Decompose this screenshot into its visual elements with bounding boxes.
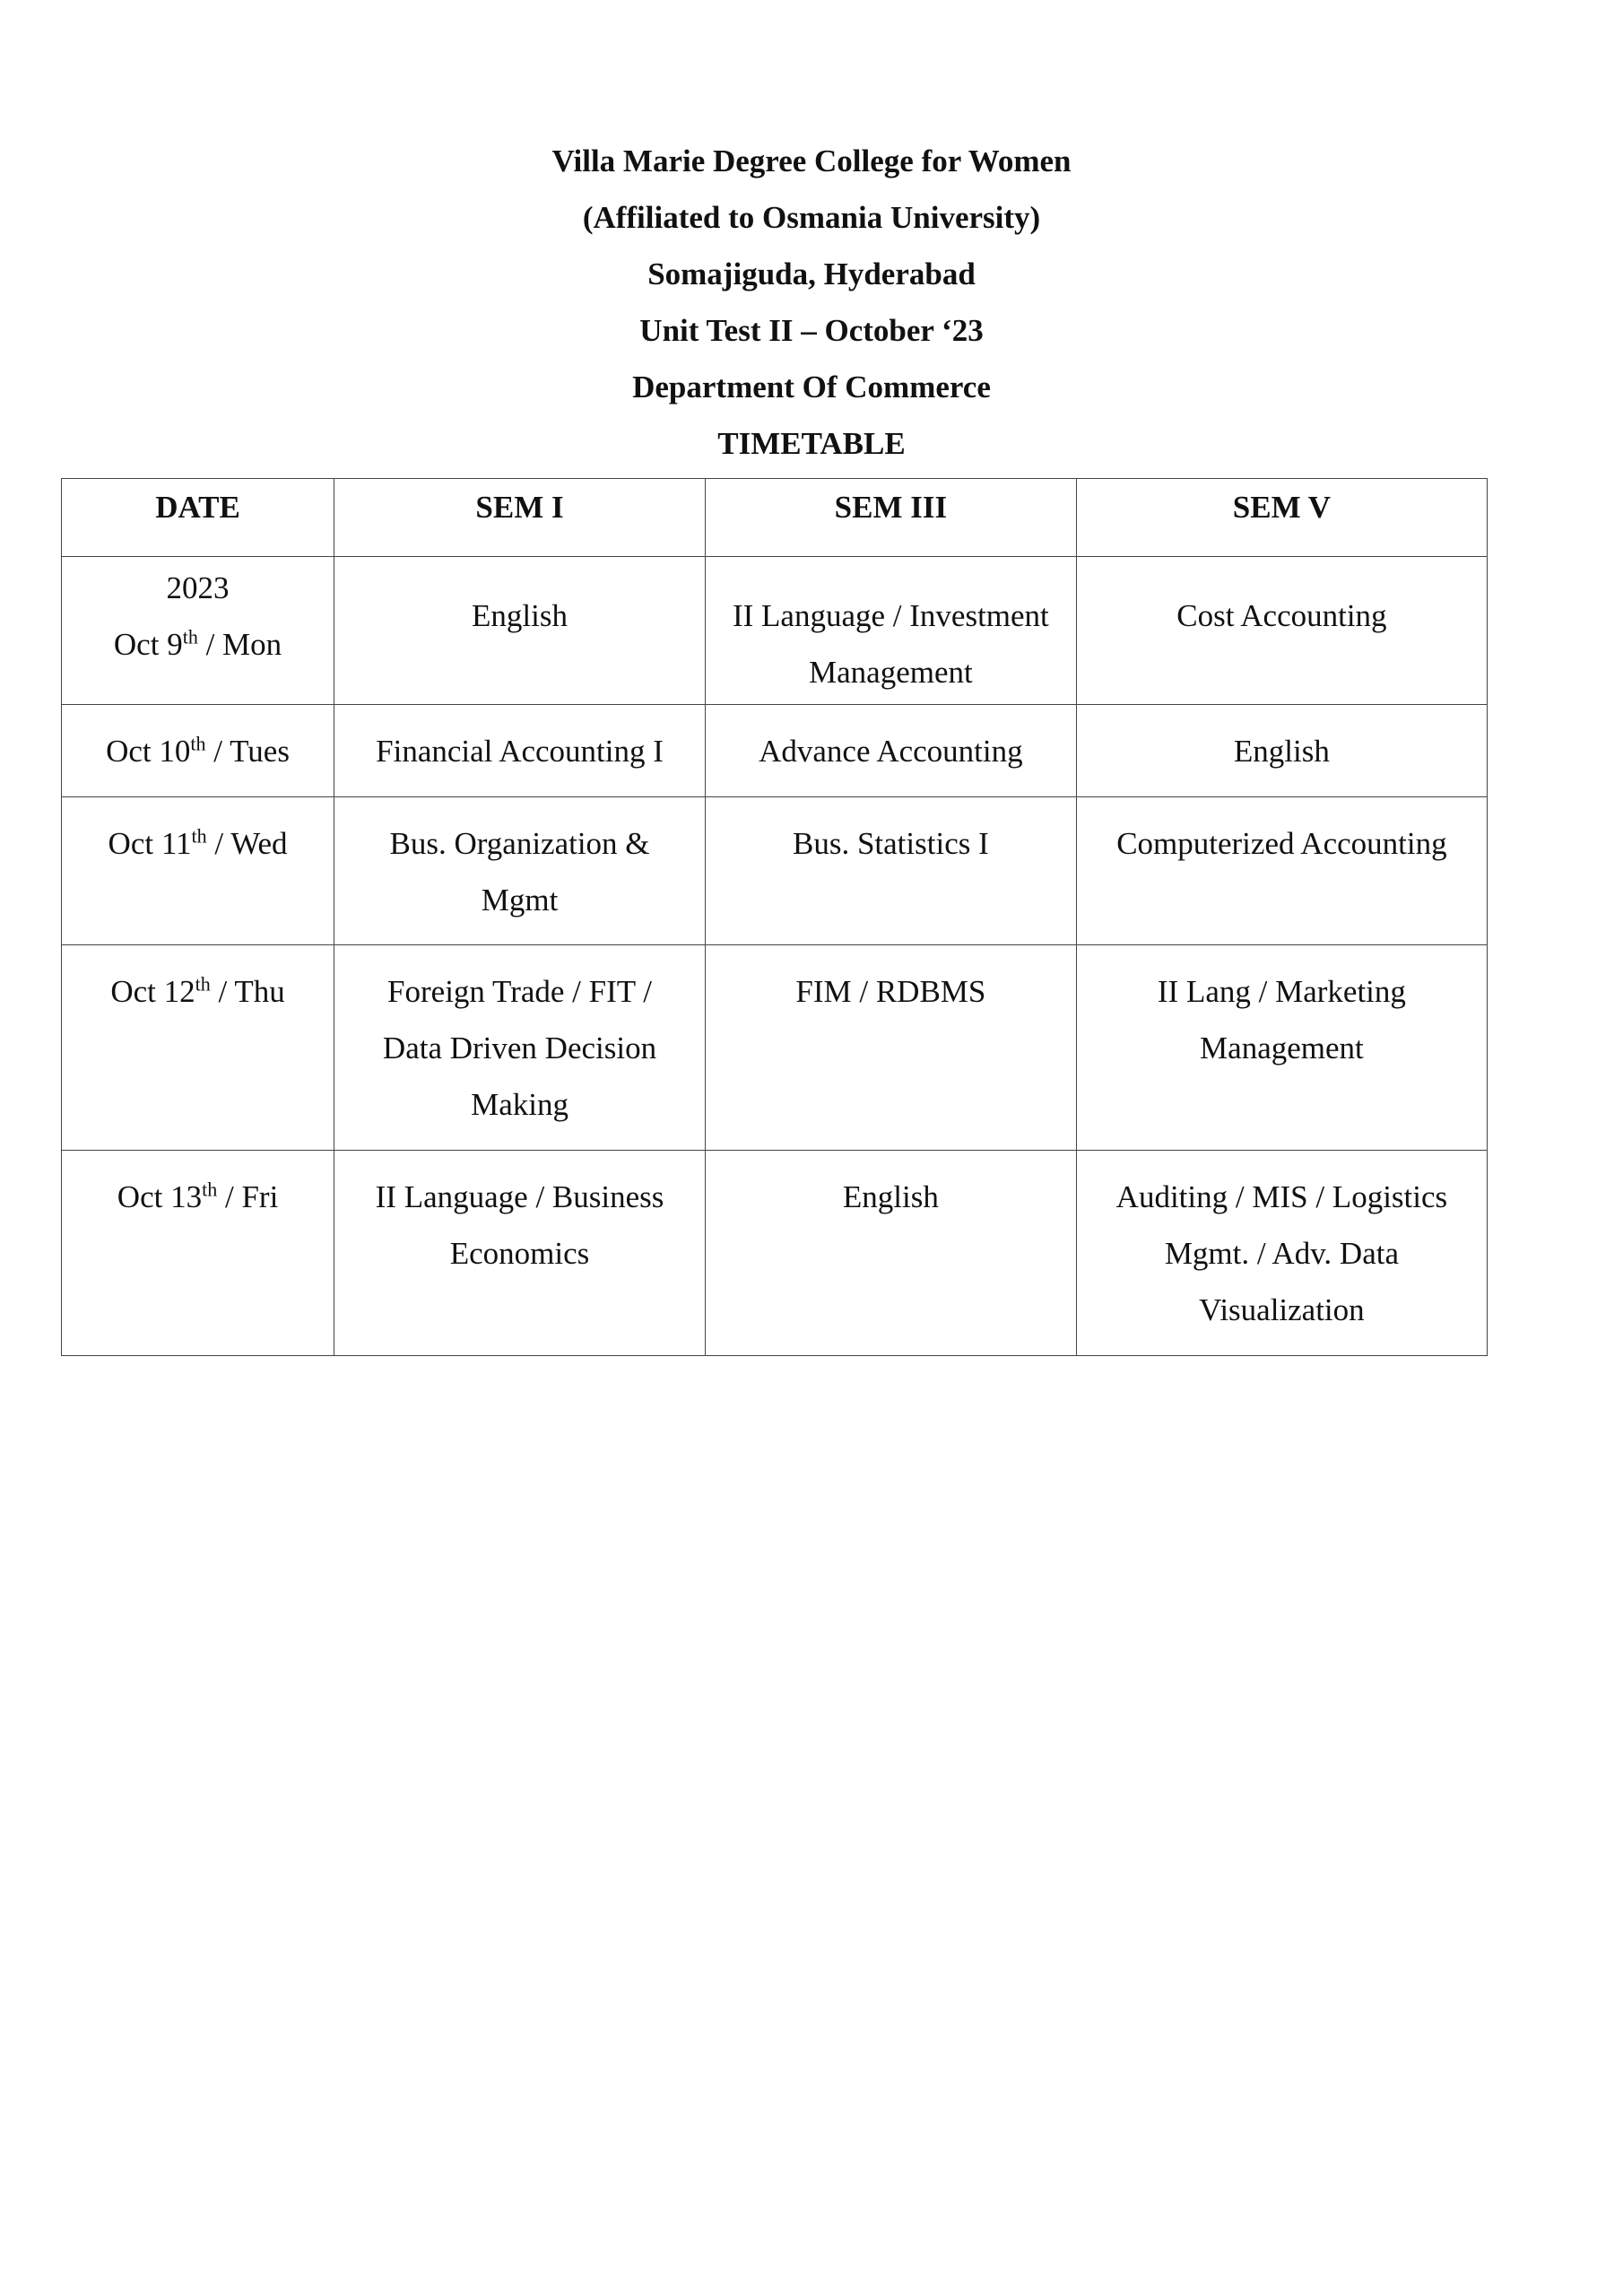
- sem3-cell: [705, 1151, 1076, 1356]
- sem3-subject: English: [842, 1179, 939, 1214]
- date-cell: [62, 797, 334, 945]
- sem5-cell: [1076, 797, 1487, 945]
- department-name: Department Of Commerce: [632, 370, 991, 404]
- sem1-subject: English: [472, 598, 568, 633]
- weekday: / Wed: [206, 826, 288, 861]
- table-row: [62, 797, 1488, 945]
- sem1-cell: [334, 705, 706, 797]
- sem1-cell: [334, 557, 706, 705]
- sem3-cell: [705, 797, 1076, 945]
- sem1-subject: Bus. Organization & Mgmt: [389, 826, 650, 918]
- sem5-cell: [1076, 705, 1487, 797]
- sem3-cell: [705, 945, 1076, 1151]
- sem5-subject: II Lang / Marketing Management: [1157, 974, 1406, 1065]
- sem1-cell: [334, 797, 706, 945]
- sem1-subject: Financial Accounting I: [376, 734, 664, 769]
- weekday: / Fri: [217, 1179, 279, 1214]
- timetable: [61, 478, 1488, 1356]
- sem5-subject: Computerized Accounting: [1116, 826, 1447, 861]
- sem5-subject: Auditing / MIS / Logistics Mgmt. / Adv. Data Visualization: [1115, 1179, 1448, 1327]
- table-row: [62, 557, 1488, 705]
- column-header-sem3: SEM III: [705, 479, 1076, 557]
- year-label: 2023: [166, 570, 230, 605]
- date-number: Oct 13: [117, 1179, 203, 1214]
- sem3-subject: Advance Accounting: [759, 734, 1023, 769]
- date-number: Oct 11: [108, 826, 192, 861]
- date-cell: [62, 1151, 334, 1356]
- affiliation: (Affiliated to Osmania University): [582, 200, 1041, 235]
- sem3-cell: [705, 557, 1076, 705]
- column-header-sem1: SEM I: [334, 479, 706, 557]
- sem1-subject: Foreign Trade / FIT / Data Driven Decision Making: [382, 974, 657, 1122]
- sem5-cell: [1076, 945, 1487, 1151]
- exam-title: Unit Test II – October ‘23: [639, 313, 984, 348]
- sem1-subject: II Language / Business Economics: [375, 1179, 664, 1271]
- date-ordinal: th: [191, 824, 207, 848]
- sem5-cell: [1076, 557, 1487, 705]
- date-ordinal: th: [195, 972, 211, 996]
- document-header: [0, 133, 1623, 472]
- document-title: TIMETABLE: [717, 426, 906, 461]
- sem3-subject: II Language / Investment Management: [732, 598, 1049, 690]
- date-ordinal: th: [202, 1178, 218, 1201]
- table-row: [62, 1151, 1488, 1356]
- table-row: [62, 705, 1488, 797]
- date-number: Oct 9: [113, 627, 183, 662]
- college-name: Villa Marie Degree College for Women: [551, 144, 1072, 178]
- date-ordinal: th: [182, 625, 198, 648]
- table-row: [62, 945, 1488, 1151]
- weekday: / Mon: [197, 627, 282, 662]
- sem1-cell: [334, 1151, 706, 1356]
- header-row: [62, 479, 1488, 557]
- sem3-subject: FIM / RDBMS: [795, 974, 986, 1009]
- weekday: / Thu: [210, 974, 285, 1009]
- sem1-cell: [334, 945, 706, 1151]
- date-number: Oct 10: [106, 734, 191, 769]
- location: Somajiguda, Hyderabad: [647, 257, 976, 291]
- date-cell: [62, 945, 334, 1151]
- sem3-subject: Bus. Statistics I: [792, 826, 989, 861]
- date-label: [74, 616, 321, 673]
- date-cell: [62, 705, 334, 797]
- date-ordinal: th: [190, 732, 206, 755]
- weekday: / Tues: [205, 734, 290, 769]
- sem3-cell: [705, 705, 1076, 797]
- sem5-cell: [1076, 1151, 1487, 1356]
- date-cell: [62, 557, 334, 705]
- sem5-subject: Cost Accounting: [1176, 598, 1387, 633]
- sem5-subject: English: [1233, 734, 1330, 769]
- column-header-sem5: SEM V: [1076, 479, 1487, 557]
- date-number: Oct 12: [110, 974, 195, 1009]
- column-header-date: DATE: [62, 479, 334, 557]
